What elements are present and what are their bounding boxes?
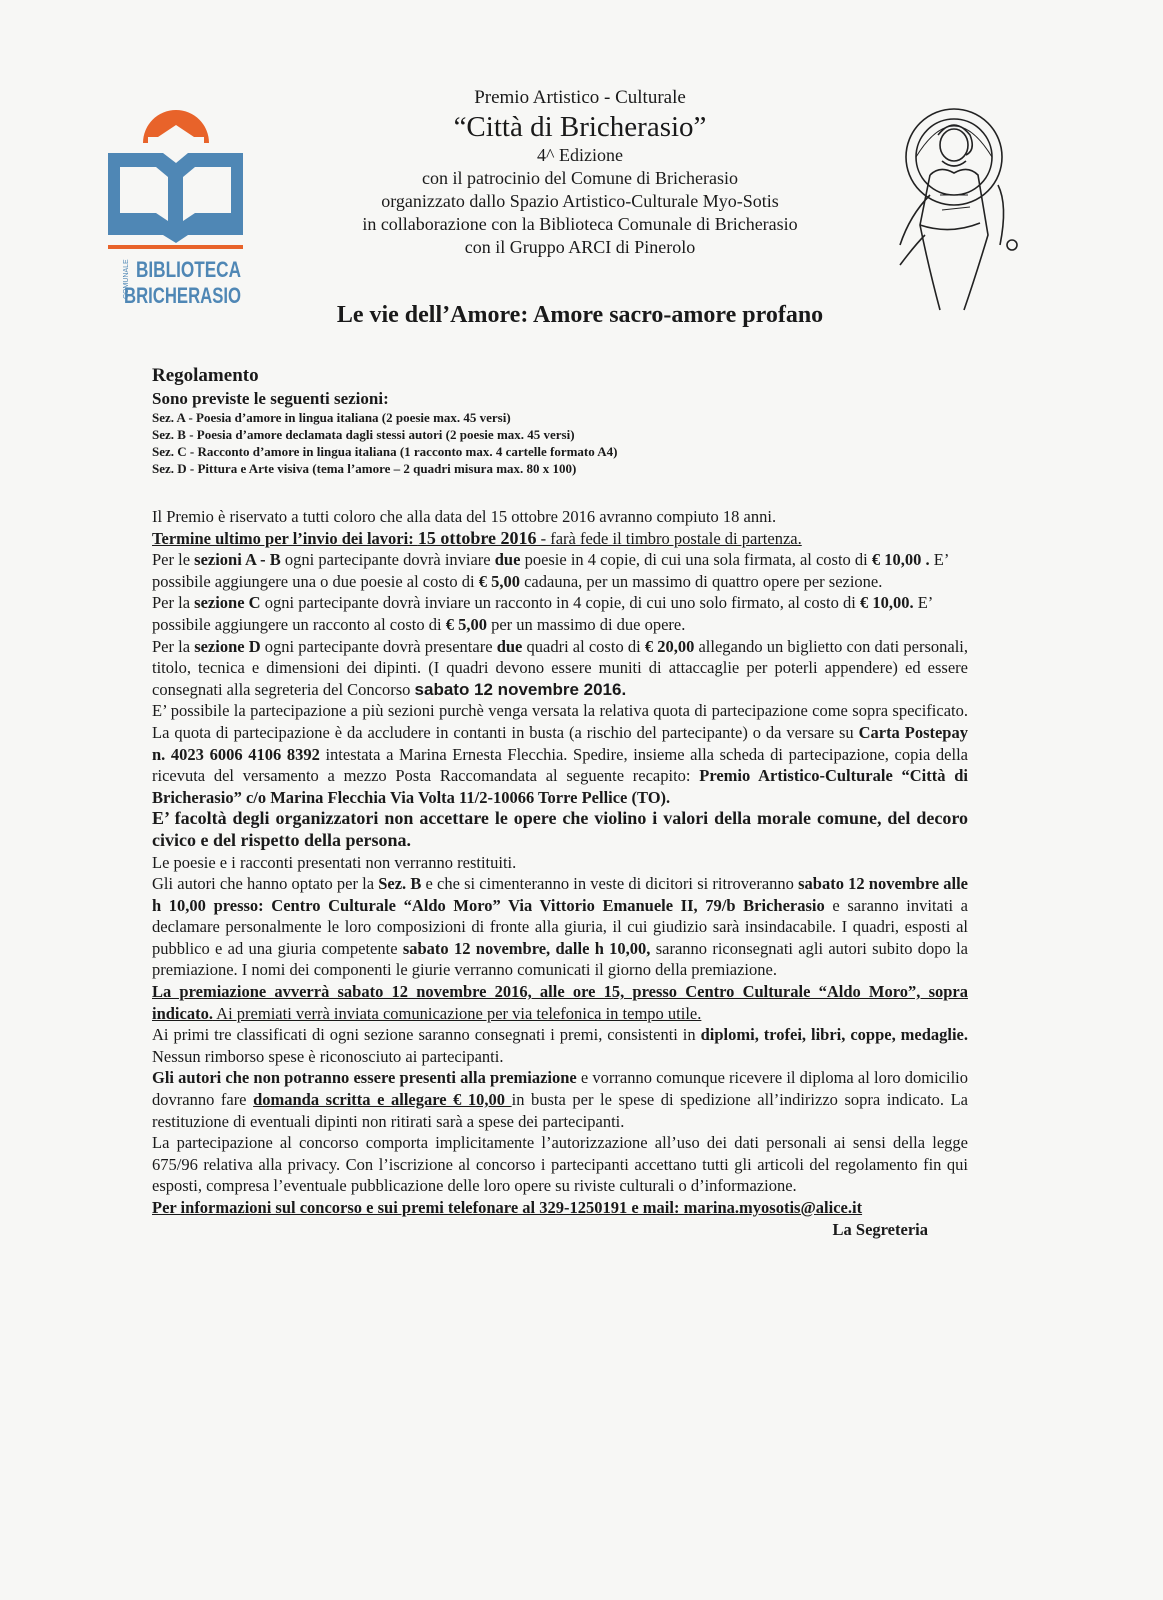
regolamento-heading: Regolamento — [152, 365, 259, 386]
regolamento-subheading: Sono previste le seguenti sezioni: — [152, 389, 389, 408]
header — [300, 86, 860, 259]
header-title: “Città di Bricherasio” — [453, 111, 707, 143]
paragraph-declamation: Gli autori che hanno optato per la Sez. B e che si cimenteranno in veste di dicitori si ritroveranno sabato 12 novembre alle h 10,00 presso: Centro Culturale “Aldo Moro” Via Vittorio Emanuele II, 79/b Bricherasio e saranno invitati a declamare personalmente le loro composizioni di fronte alla giuria, il cui giudizio sarà insindacabile. I quadri, esposti al pubblico e ad una giuria competente sabato 12 novembre, dalle h 10,00, saranno riconsegnati agli autori subito dopo la premiazione. I nomi dei componenti le giurie verranno comunicati il giorno della premiazione. — [152, 874, 968, 980]
paragraph-payment: E’ possibile la partecipazione a più sezioni purchè venga versata la relativa quota di partecipazione come sopra specificato. La quota di partecipazione è da accludere in contanti in busta (a rischio del partecipante) o da versare su Carta Postepay n. 4023 6006 4106 8392 intestata a Marina Ernesta Flecchia. Spedire, insieme alla scheda di partecipazione, copia della ricevuta del versamento a mezzo Posta Raccomandata al seguente recapito: Premio Artistico-Culturale “Città di Bricherasio” c/o Marina Flecchia Via Volta 11/2-10066 Torre Pellice (TO). — [152, 701, 969, 807]
sezione-d: Sez. D - Pittura e Arte visiva (tema l’amore – 2 quadri misura max. 80 x 100) — [152, 461, 577, 476]
sezione-c: Sez. C - Racconto d’amore in lingua italiana (1 racconto max. 4 cartelle formato A4) — [152, 444, 618, 459]
header-line4: con il patrocinio del Comune di Bricherasio — [422, 168, 738, 188]
paragraph-prizes: Ai primi tre classificati di ogni sezione saranno consegnati i premi, consistenti in diplomi, trofei, libri, coppe, medaglie. Nessun rimborso spese è riconosciuto ai partecipanti. — [152, 1025, 969, 1066]
paragraph-sezione-d: Per la sezione D ogni partecipante dovrà presentare due quadri al costo di € 20,00 allegando un biglietto con dati personali, titolo, tecnica e dimensioni dei dipinti. (I quadri devono essere muniti di attaccaglie per poterli appendere) ed essere consegnati alla segreteria del Concorso sabato 12 novembre 2016. — [152, 636, 969, 699]
paragraph-absent-authors: Gli autori che non potranno essere presenti alla premiazione e vorranno comunque ricevere il diploma al loro domicilio dovranno fare domanda scritta e allegare € 10,00 in busta per le spese di spedizione all’indirizzo sopra indicato. La restituzione di eventuali dipinti non ritirati sarà a spese dei partecipanti. — [152, 1068, 968, 1131]
logo-side-text: COMUNALE — [123, 259, 130, 299]
art-nouveau-woman-portrait-icon — [880, 95, 1032, 315]
header-line5: organizzato dallo Spazio Artistico-Culturale Myo-Sotis — [381, 191, 779, 211]
sezione-a: Sez. A - Poesia d’amore in lingua italiana (2 poesie max. 45 versi) — [152, 410, 511, 425]
sezione-b: Sez. B - Poesia d’amore declamata dagli stessi autori (2 poesie max. 45 versi) — [152, 427, 575, 442]
paragraph-age: Il Premio è riservato a tutti coloro che alla data del 15 ottobre 2016 avranno compiuto 18 anni. — [152, 507, 777, 526]
contact-info: Per informazioni sul concorso e sui premi telefonare al 329-1250191 e mail: marina.myosotis@alice.it — [152, 1198, 863, 1217]
logo-line1: BIBLIOTECA — [136, 257, 242, 282]
regolamento — [152, 364, 962, 477]
paragraph-rights: E’ facoltà degli organizzatori non accettare le opere che violino i valori della morale comune, del decoro civico e del rispetto della persona. — [152, 808, 968, 850]
paragraph-no-return: Le poesie e i racconti presentati non verranno restituiti. — [152, 852, 517, 872]
document-body — [152, 506, 968, 1240]
header-line1: Premio Artistico - Culturale — [474, 87, 686, 108]
paragraph-deadline: Termine ultimo per l’invio dei lavori: 15 ottobre 2016 - farà fede il timbro postale di partenza. — [152, 527, 802, 548]
paragraph-premiazione: La premiazione avverrà sabato 12 novembre 2016, alle ore 15, presso Centro Culturale “Aldo Moro”, sopra indicato. Ai premiati verrà inviata comunicazione per via telefonica in tempo utile. — [152, 982, 968, 1023]
signature: La Segreteria — [832, 1219, 928, 1239]
paragraph-sezione-c: Per la sezione C ogni partecipante dovrà inviare un racconto in 4 copie, di cui uno solo firmato, al costo di € 10,00. E’ possibile aggiungere un racconto al costo di € 5,00 per un massimo di due opere. — [152, 593, 933, 634]
header-edition: 4^ Edizione — [537, 145, 623, 165]
header-line6: in collaborazione con la Biblioteca Comunale di Bricherasio — [362, 214, 798, 234]
paragraph-privacy: La partecipazione al concorso comporta implicitamente l’autorizzazione all’uso dei dati personali ai sensi della legge 675/96 relativa alla privacy. Con l’iscrizione al concorso i partecipanti accettano tutti gli articoli del regolamento fin qui esposti, compresa l’eventuale pubblicazione delle loro opere su riviste culturali o d’informazione. — [152, 1133, 968, 1196]
logo-line2: BRICHERASIO — [124, 283, 241, 308]
document-title: Le vie dell’Amore: Amore sacro-amore profano — [336, 302, 824, 328]
paragraph-sezioni-ab: Per le sezioni A - B ogni partecipante dovrà inviare due poesie in 4 copie, di cui una sola firmata, al costo di € 10,00 . E’ possibile aggiungere una o due poesie al costo di € 5,00 cadauna, per un massimo di quattro opere per sezione. — [152, 550, 949, 591]
header-line7: con il Gruppo ARCI di Pinerolo — [464, 237, 696, 257]
biblioteca-logo — [108, 95, 243, 315]
